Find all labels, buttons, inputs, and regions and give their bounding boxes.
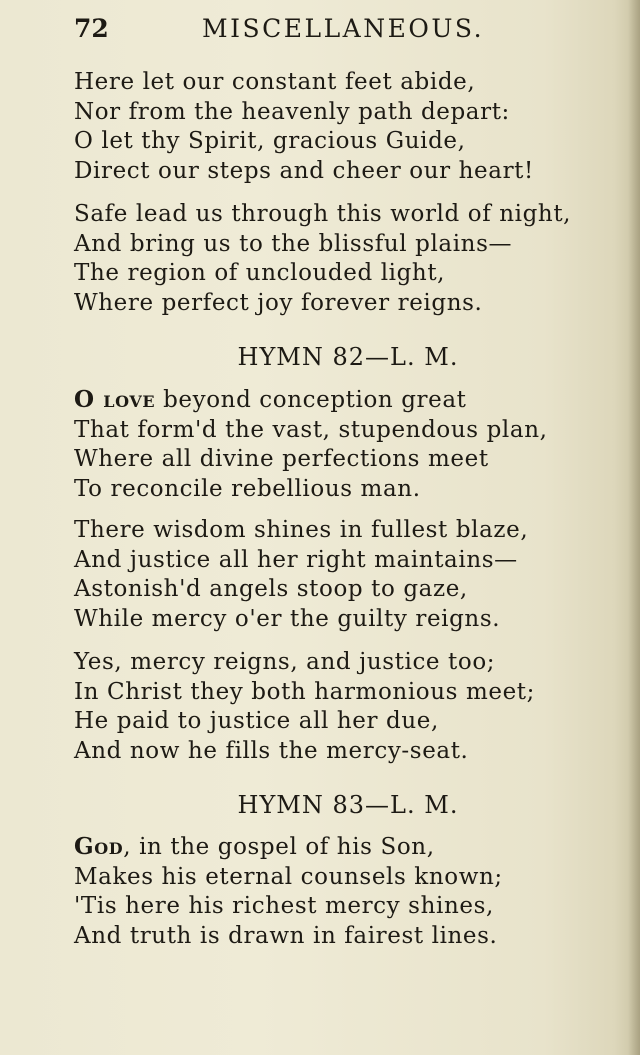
page-gutter-shadow <box>628 0 640 1055</box>
verse-line: And now he fills the mercy-seat. <box>74 737 469 764</box>
verse-line: Safe lead us through this world of night, <box>74 201 572 227</box>
stanza-continued-2 <box>74 200 604 318</box>
hymn-83-stanza-1 <box>74 832 604 951</box>
page-header <box>74 14 494 44</box>
verse-line: Here let our constant feet abide, <box>74 69 476 95</box>
hymn-83-title: HYMN 83—L. M. <box>237 791 459 819</box>
verse-line: And justice all her right maintains— <box>74 546 518 573</box>
hymn-82-stanza-2 <box>74 516 604 634</box>
verse-line: The region of unclouded light, <box>74 260 446 286</box>
first-line-rest: , in the gospel of his Son, <box>123 834 435 860</box>
verse-line: Direct our steps and cheer our heart! <box>74 157 534 184</box>
verse-line: Where perfect joy forever reigns. <box>74 289 483 316</box>
verse-line-first <box>74 385 604 416</box>
verse-line: To reconcile rebellious man. <box>74 475 421 502</box>
verse-line: While mercy o'er the guilty reigns. <box>74 605 501 632</box>
verse-line: 'Tis here his richest mercy shines, <box>74 893 494 919</box>
verse-line: He paid to justice all her due, <box>74 708 439 734</box>
hymn-82-stanza-3 <box>74 648 604 766</box>
first-line-rest: beyond conception great <box>155 387 467 413</box>
verse-line-first <box>74 832 604 863</box>
verse-line: Nor from the heavenly path depart: <box>74 98 510 125</box>
drop-word: O love <box>74 386 156 413</box>
verse-line: O let thy Spirit, gracious Guide, <box>74 128 466 154</box>
running-head: MISCELLANEOUS. <box>202 14 485 43</box>
stanza-continued-1 <box>74 68 604 186</box>
verse-line: And bring us to the blissful plains— <box>74 230 513 257</box>
verse-line: There wisdom shines in fullest blaze, <box>74 517 529 543</box>
verse-line: And truth is drawn in fairest lines. <box>74 922 498 949</box>
verse-line: Yes, mercy reigns, and justice too; <box>74 649 496 675</box>
verse-line: That form'd the vast, stupendous plan, <box>74 416 548 443</box>
page-number: 72 <box>74 14 109 43</box>
verse-line: Astonish'd angels stoop to gaze, <box>74 576 468 602</box>
verse-line: In Christ they both harmonious meet; <box>74 678 535 705</box>
verse-line: Where all divine perfections meet <box>74 446 489 472</box>
hymn-82-stanza-1 <box>74 385 604 504</box>
hymn-82-title: HYMN 82—L. M. <box>237 343 459 371</box>
drop-word: God <box>74 833 124 860</box>
verse-line: Makes his eternal counsels known; <box>74 863 503 890</box>
